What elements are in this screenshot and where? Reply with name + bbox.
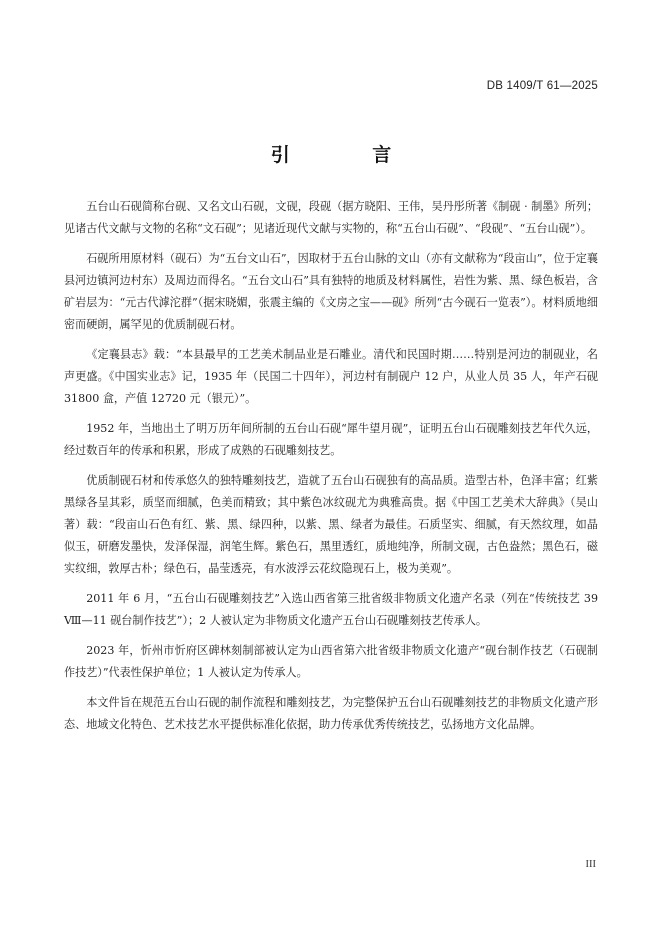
paragraph-3: 《定襄县志》载：“本县最早的工艺美术制品业是石雕业。清代和民国时期……特别是河边的制砚业，名声更盛。《中国实业志》记，1935 年（民国二十四年），河边村有制砚户 12 户，从业人员 35 人，年产石砚 31800 盒，产值 12720 元（银元）”。 [64, 348, 598, 405]
paragraph-7: 2023 年，忻州市忻府区碑林刻制部被认定为山西省第六批省级非物质文化遗产“砚台制作技艺（石砚制作技艺）”代表性保护单位；1 人被认定为传承人。 [64, 644, 598, 679]
page-title: 引 言 [270, 144, 430, 166]
paragraph-2: 石砚所用原材料（砚石）为“五台文山石”，因取材于五台山脉的文山（亦有文献称为“段亩山”，位于定襄县河边镇河边村东）及周边而得名。“五台文山石”具有独特的地质及材料属性，岩性为紫、黑、绿色板岩，含矿岩层为：“元古代滹沱群”（据宋晓媚，张震主编的《文房之宝——砚》所列“古今砚石一览表”）。材料质地细密而硬朗，属罕见的优质制砚石材。 [64, 252, 598, 331]
paragraph-4: 1952 年，当地出土了明万历年间所制的五台山石砚“犀牛望月砚”，证明五台山石砚雕刻技艺年代久远，经过数百年的传承和积累，形成了成熟的石砚雕刻技艺。 [64, 422, 598, 457]
paragraph-5: 优质制砚石材和传承悠久的独特雕刻技艺，造就了五台山石砚独有的高品质。造型古朴，色泽丰富；红紫黑绿各呈其彩，质坚而细腻，色美而精致；其中紫色冰纹砚尤为典雅高贵。据《中国工艺美术大辞典》（吴山著）载：“段亩山石色有红、紫、黑、绿四种，以紫、黑、绿者为最佳。石质坚实、细腻，有天然纹理，如晶似玉，研磨发墨快，发泽保湿，润笔生辉。紫色石，黑里透红，质地纯净，所制文砚，古色盎然；黑色石，磁实纹细，敦厚古朴；绿色石，晶莹透亮，有水波浮云花纹隐现石上，极为美观”。 [64, 474, 598, 575]
standard-code: DB 1409/T 61—2025 [486, 80, 598, 92]
paragraph-8: 本文件旨在规范五台山石砚的制作流程和雕刻技艺，为完整保护五台山石砚雕刻技艺的非物质文化遗产形态、地域文化特色、艺术技艺水平提供标准化依据，助力传承优秀传统技艺，弘扬地方文化品牌。 [64, 696, 598, 731]
introduction-body [64, 196, 598, 744]
paragraph-6: 2011 年 6 月，“五台山石砚雕刻技艺”入选山西省第三批省级非物质文化遗产名录（列在“传统技艺 39 Ⅷ—11 砚台制作技艺”）；2 人被认定为非物质文化遗产五台山石砚雕刻技艺传承人。 [64, 592, 598, 627]
page-number: III [585, 859, 596, 870]
paragraph-1: 五台山石砚简称台砚、又名文山石砚，文砚，段砚（据方晓阳、王伟，吴丹彤所著《制砚 · 制墨》所列；见诸古代文献与文物的名称“文石砚”；见诸近现代文献与实物的，称“五台山石砚”、“段砚”、“五台山砚”）。 [64, 200, 598, 235]
